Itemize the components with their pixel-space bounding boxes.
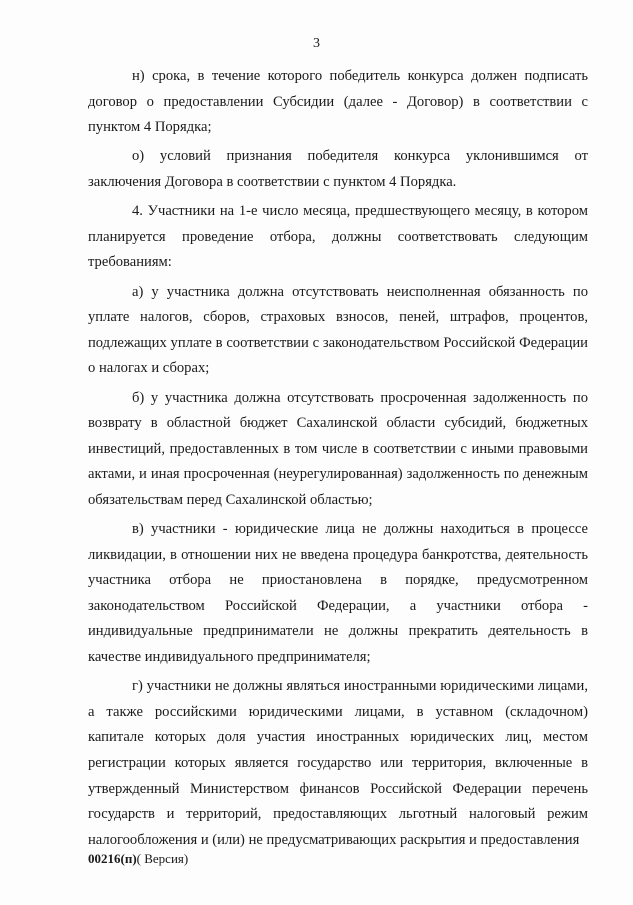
document-version: ( Версия) [136, 851, 189, 866]
document-footer [88, 851, 188, 867]
paragraph-clause-4: 4. Участники на 1-е число месяца, предшествующего месяцу, в котором планируется проведение отбора, должны соответствовать следующим требованиям: [88, 203, 588, 271]
paragraph-item-b: б) у участника должна отсутствовать просроченная задолженность по возврату в областной бюджет Сахалинской области субсидий, бюджетных инвестиций, предоставленных в том числе в соответствии с иными правовыми актами, и иная просроченная (неурегулированная) задолженность по денежным обязательствам перед Сахалинской областью; [88, 389, 588, 508]
paragraph-item-v: в) участники - юридические лица не должны находиться в процессе ликвидации, в отношении них не введена процедура банкротства, деятельность участника отбора не приостановлена в порядке, предусмотренном законодательством Российской Федерации, а участники отбора - индивидуальные предприниматели не должны прекратить деятельность в качестве индивидуального предпринимателя; [88, 521, 588, 666]
document-code: 00216(п) [88, 851, 137, 866]
paragraph-item-n: н) срока, в течение которого победитель конкурса должен подписать договор о предоставлении Субсидии (далее - Договор) в соответствии с пунктом 4 Порядка; [88, 68, 588, 136]
paragraph-item-g: г) участники не должны являться иностранными юридическими лицами, а также российскими юридическими лицами, в уставном (складочном) капитале которых доля участия иностранных юридических лиц, местом регистрации которых является государство или территория, включенные в утвержденный Министерством финансов Российской Федерации перечень государств и территорий, предоставляющих льготный налоговый режим налогообложения и (или) не предусматривающих раскрытия и предоставления [88, 678, 588, 848]
document-body [88, 64, 588, 857]
paragraph-item-a: а) у участника должна отсутствовать неисполненная обязанность по уплате налогов, сборов, страховых взносов, пеней, штрафов, процентов, подлежащих уплате в соответствии с законодательством Российской Федерации о налогах и сборах; [88, 283, 588, 377]
paragraph-item-o: о) условий признания победителя конкурса уклонившимся от заключения Договора в соответствии с пунктом 4 Порядка. [88, 148, 588, 190]
page-number: 3 [313, 36, 320, 51]
